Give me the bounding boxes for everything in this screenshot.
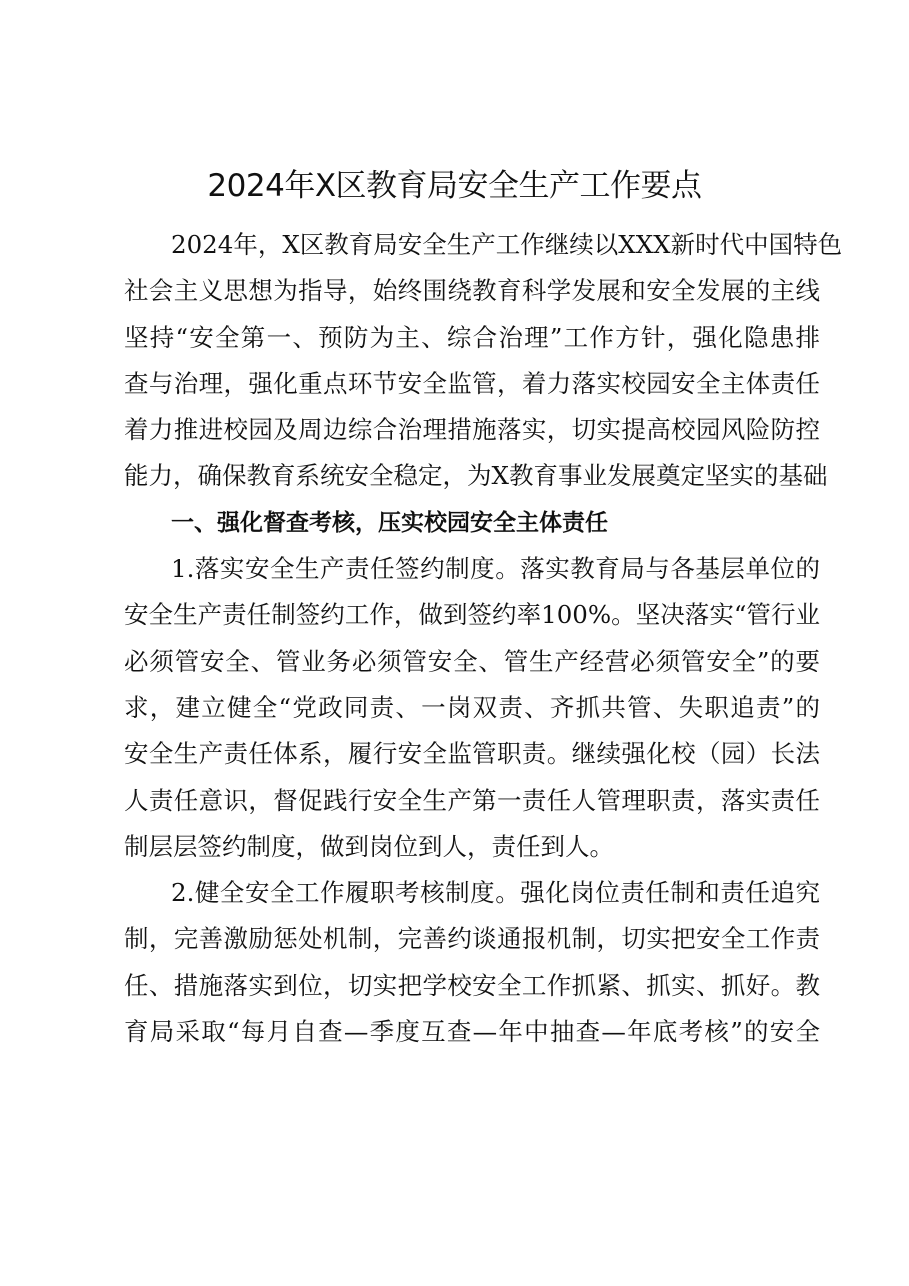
- paragraph-line: 必须管安全、管业务必须管安全、管生产经营必须管安全”的要: [124, 646, 820, 676]
- paragraph-line: 1.落实安全生产责任签约制度。落实教育局与各基层单位的: [171, 554, 820, 584]
- paragraph-line: 任、措施落实到位，切实把学校安全工作抓紧、抓实、抓好。教: [124, 970, 820, 1000]
- paragraph-line: 人责任意识，督促践行安全生产第一责任人管理职责，落实责任: [124, 785, 820, 815]
- paragraph-line: 求，建立健全“党政同责、一岗双责、齐抓共管、失职追责”的: [124, 692, 820, 722]
- paragraph-line: 查与治理，强化重点环节安全监管，着力落实校园安全主体责任: [124, 368, 820, 398]
- paragraph-line: 2024年，X区教育局安全生产工作继续以XXX新时代中国特色: [171, 230, 843, 259]
- document-title: 2024年X区教育局安全生产工作要点: [207, 168, 702, 204]
- paragraph-line: 安全生产责任体系，履行安全监管职责。继续强化校（园）长法: [124, 739, 820, 769]
- paragraph-line: 社会主义思想为指导，始终围绕教育科学发展和安全发展的主线: [124, 276, 820, 306]
- paragraph-line: 2.健全安全工作履职考核制度。强化岗位责任制和责任追究: [171, 878, 820, 908]
- paragraph-line: 制，完善激励惩处机制，完善约谈通报机制，切实把安全工作责: [124, 924, 820, 954]
- paragraph-line: 制层层签约制度，做到岗位到人，责任到人。: [124, 831, 614, 861]
- paragraph-line: 着力推进校园及周边综合治理措施落实，切实提高校园风险防控: [124, 415, 820, 445]
- paragraph-line: 安全生产责任制签约工作，做到签约率100%。坚决落实“管行业: [124, 600, 820, 630]
- paragraph-line: 坚持“安全第一、预防为主、综合治理”工作方针，强化隐患排: [124, 322, 820, 352]
- paragraph-line: 能力，确保教育系统安全稳定，为X教育事业发展奠定坚实的基础: [124, 461, 828, 491]
- paragraph-line: 育局采取“每月自查—季度互查—年中抽查—年底考核”的安全: [124, 1017, 820, 1047]
- section-heading: 一、强化督查考核，压实校园安全主体责任: [171, 509, 608, 536]
- document-body: [124, 222, 843, 1055]
